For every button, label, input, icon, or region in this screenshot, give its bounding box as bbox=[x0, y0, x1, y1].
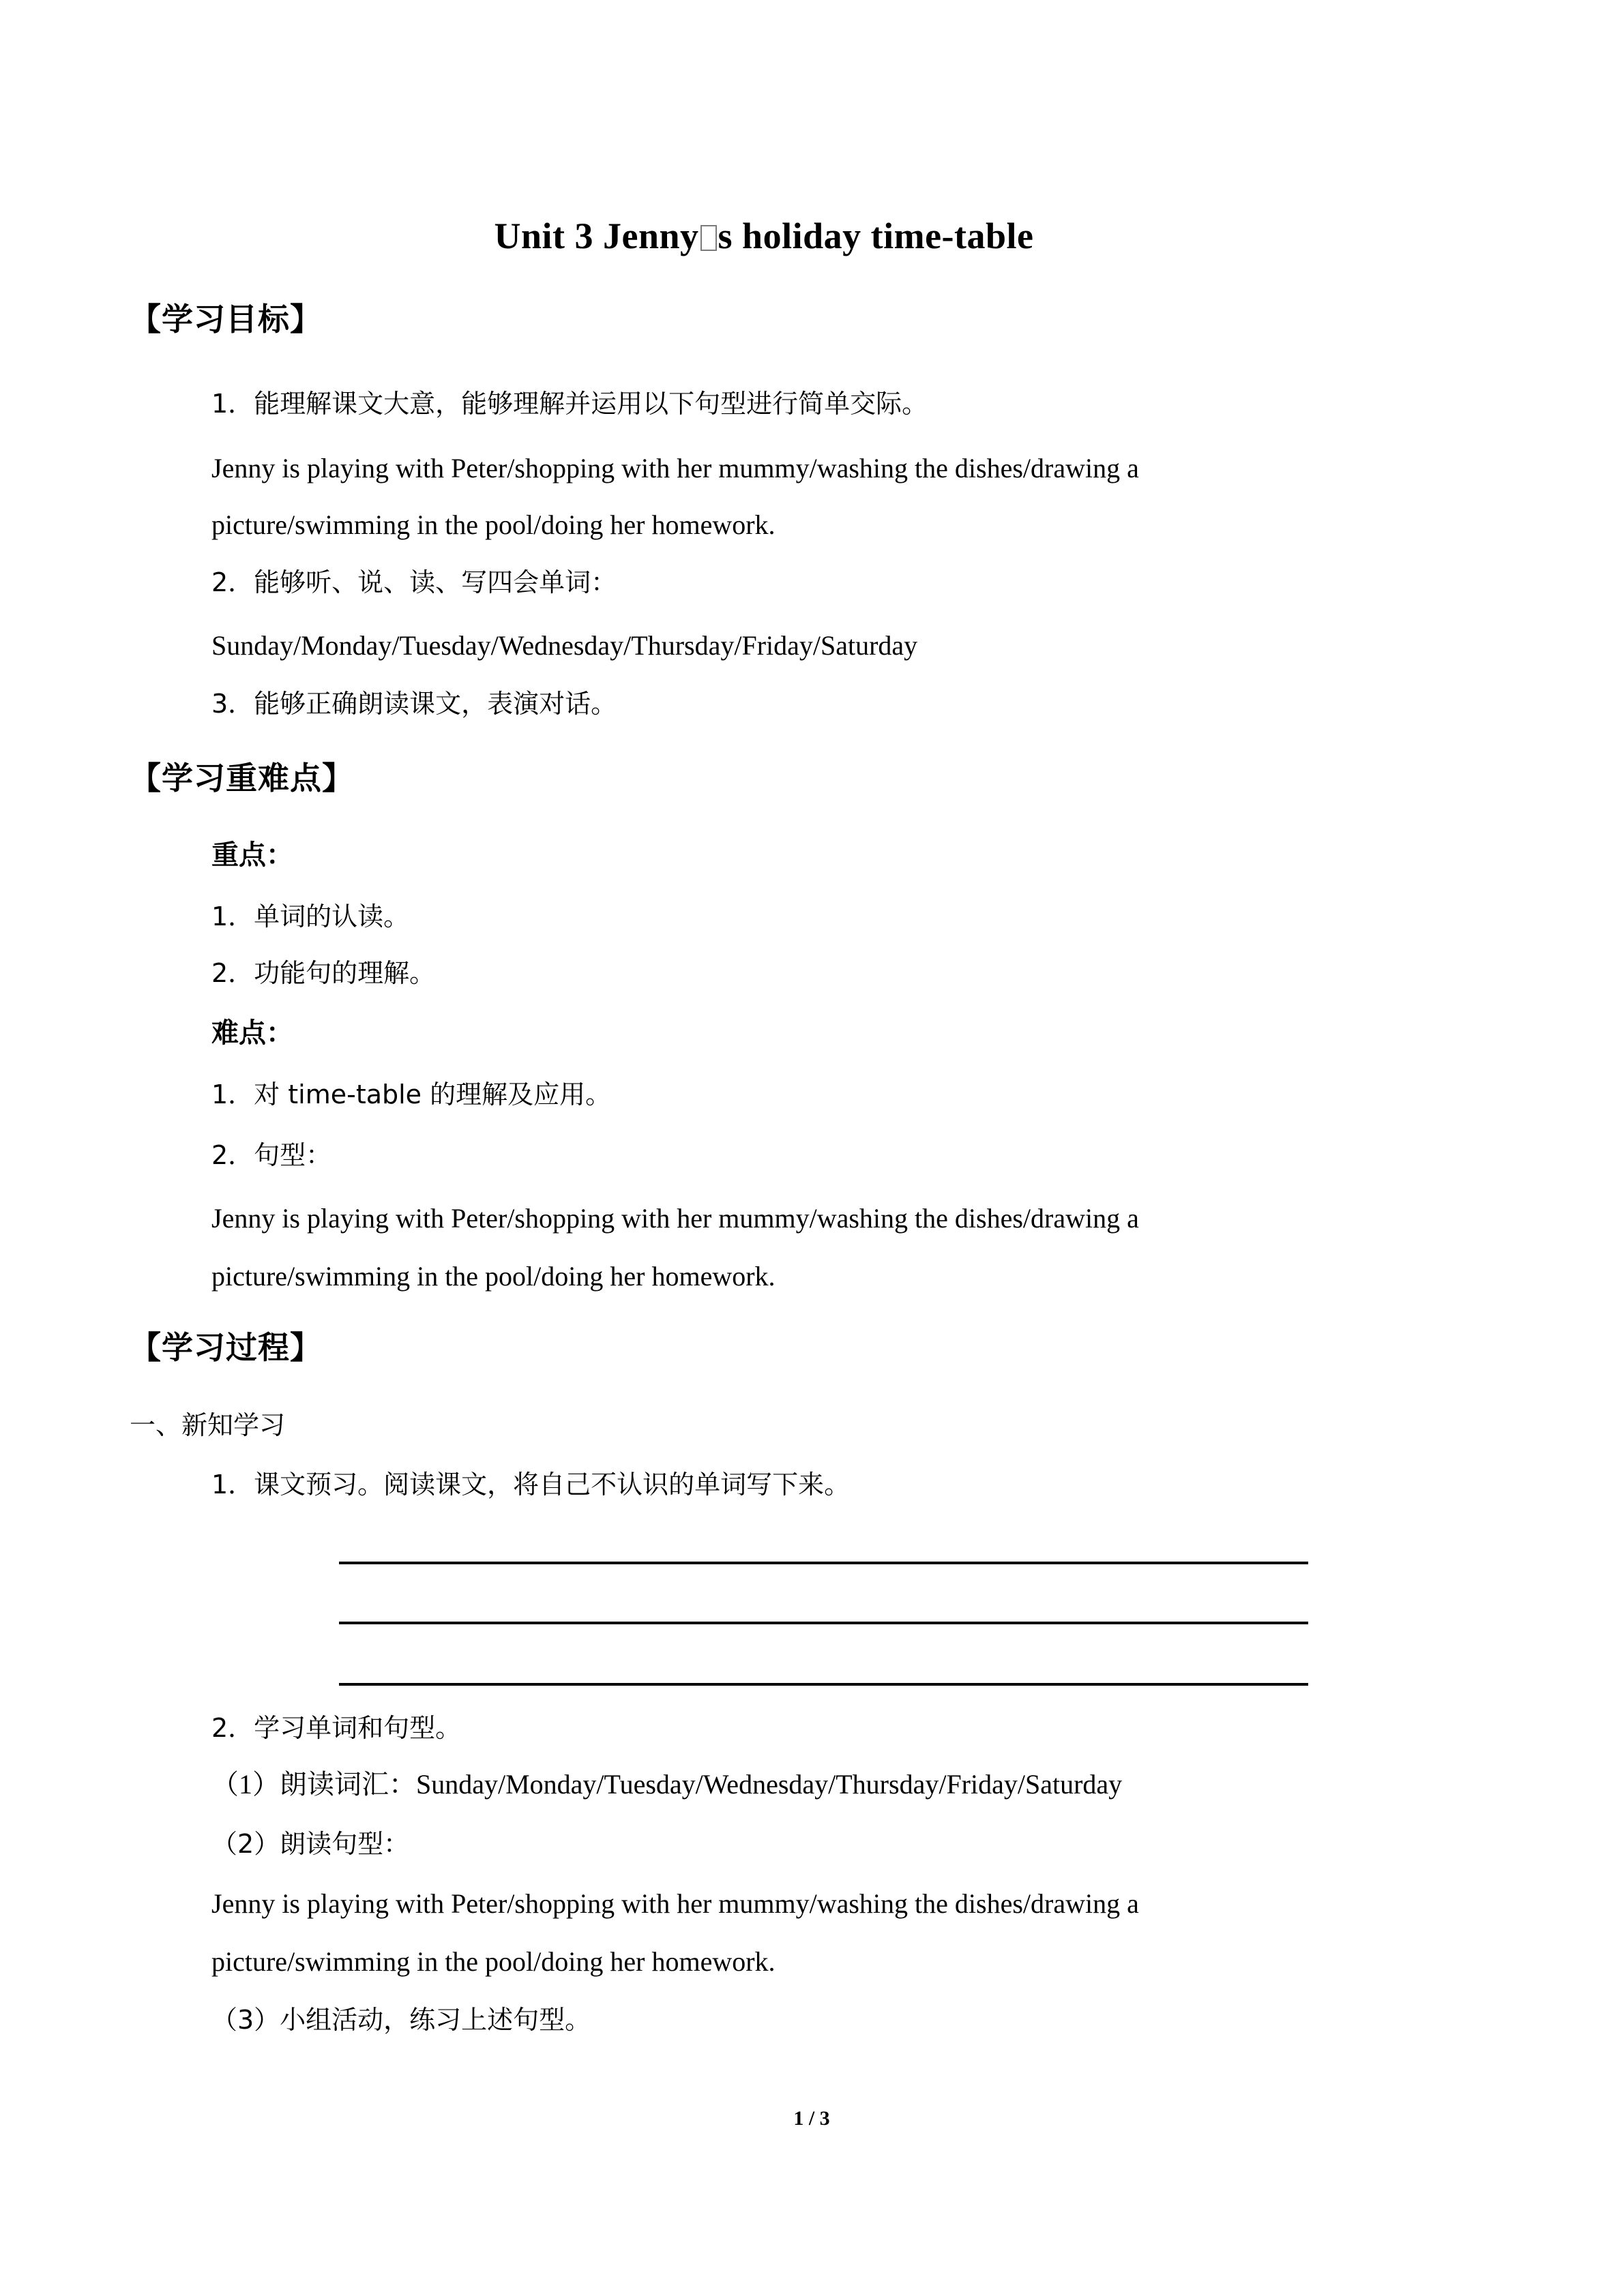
objective-item-2: 2．能够听、说、读、写四会单词： bbox=[211, 567, 617, 597]
process-item-1: 1．课文预习。阅读课文，将自己不认识的单词写下来。 bbox=[211, 1470, 851, 1500]
process-sub-item-2: （2）朗读句型： bbox=[211, 1829, 410, 1859]
title-suffix: s holiday time-table bbox=[718, 215, 1034, 256]
objective-sentence-line-1: Jenny is playing with Peter/shopping with her mummy/washing the dishes/drawing a bbox=[211, 453, 1139, 483]
objective-words-line: Sunday/Monday/Tuesday/Wednesday/Thursday/Friday/Saturday bbox=[211, 630, 918, 661]
difficult-points-label: 难点： bbox=[211, 1017, 293, 1049]
title-prefix: Unit 3 Jenny bbox=[494, 215, 699, 256]
objective-sentence-line-2: picture/swimming in the pool/doing her homework. bbox=[211, 509, 776, 540]
missing-glyph-icon bbox=[700, 225, 717, 251]
key-points-label: 重点： bbox=[211, 839, 293, 871]
page-title bbox=[130, 215, 1398, 257]
page-number-footer: 1 / 3 bbox=[793, 2107, 830, 2130]
writing-line-2[interactable] bbox=[339, 1622, 1308, 1624]
key-point-item-1: 1．单词的认读。 bbox=[211, 901, 410, 931]
difficult-point-item-1: 1．对 time-table 的理解及应用。 bbox=[211, 1079, 612, 1109]
writing-line-3[interactable] bbox=[339, 1683, 1308, 1686]
section-heading-key-difficult: 【学习重难点】 bbox=[130, 760, 354, 796]
writing-line-1[interactable] bbox=[339, 1562, 1308, 1564]
section-heading-objectives: 【学习目标】 bbox=[130, 301, 322, 338]
difficult-sentence-line-2: picture/swimming in the pool/doing her homework. bbox=[211, 1261, 776, 1292]
process-sentence-line-2: picture/swimming in the pool/doing her homework. bbox=[211, 1946, 776, 1977]
difficult-sentence-line-1: Jenny is playing with Peter/shopping with her mummy/washing the dishes/drawing a bbox=[211, 1203, 1139, 1234]
process-sentence-line-1: Jenny is playing with Peter/shopping with her mummy/washing the dishes/drawing a bbox=[211, 1888, 1139, 1919]
difficult-point-item-2: 2．句型： bbox=[211, 1140, 332, 1170]
process-subheading: 一、新知学习 bbox=[130, 1410, 286, 1440]
section-heading-process: 【学习过程】 bbox=[130, 1329, 322, 1366]
process-sub-item-1: （1）朗读词汇：Sunday/Monday/Tuesday/Wednesday/Thursday/Friday/Saturday bbox=[211, 1769, 1123, 1800]
key-point-item-2: 2．功能句的理解。 bbox=[211, 958, 436, 988]
objective-item-3: 3．能够正确朗读课文，表演对话。 bbox=[211, 689, 617, 719]
objective-item-1: 1．能理解课文大意，能够理解并运用以下句型进行简单交际。 bbox=[211, 389, 928, 419]
process-item-2: 2．学习单词和句型。 bbox=[211, 1713, 462, 1743]
process-sub-item-3: （3）小组活动，练习上述句型。 bbox=[211, 2005, 591, 2035]
